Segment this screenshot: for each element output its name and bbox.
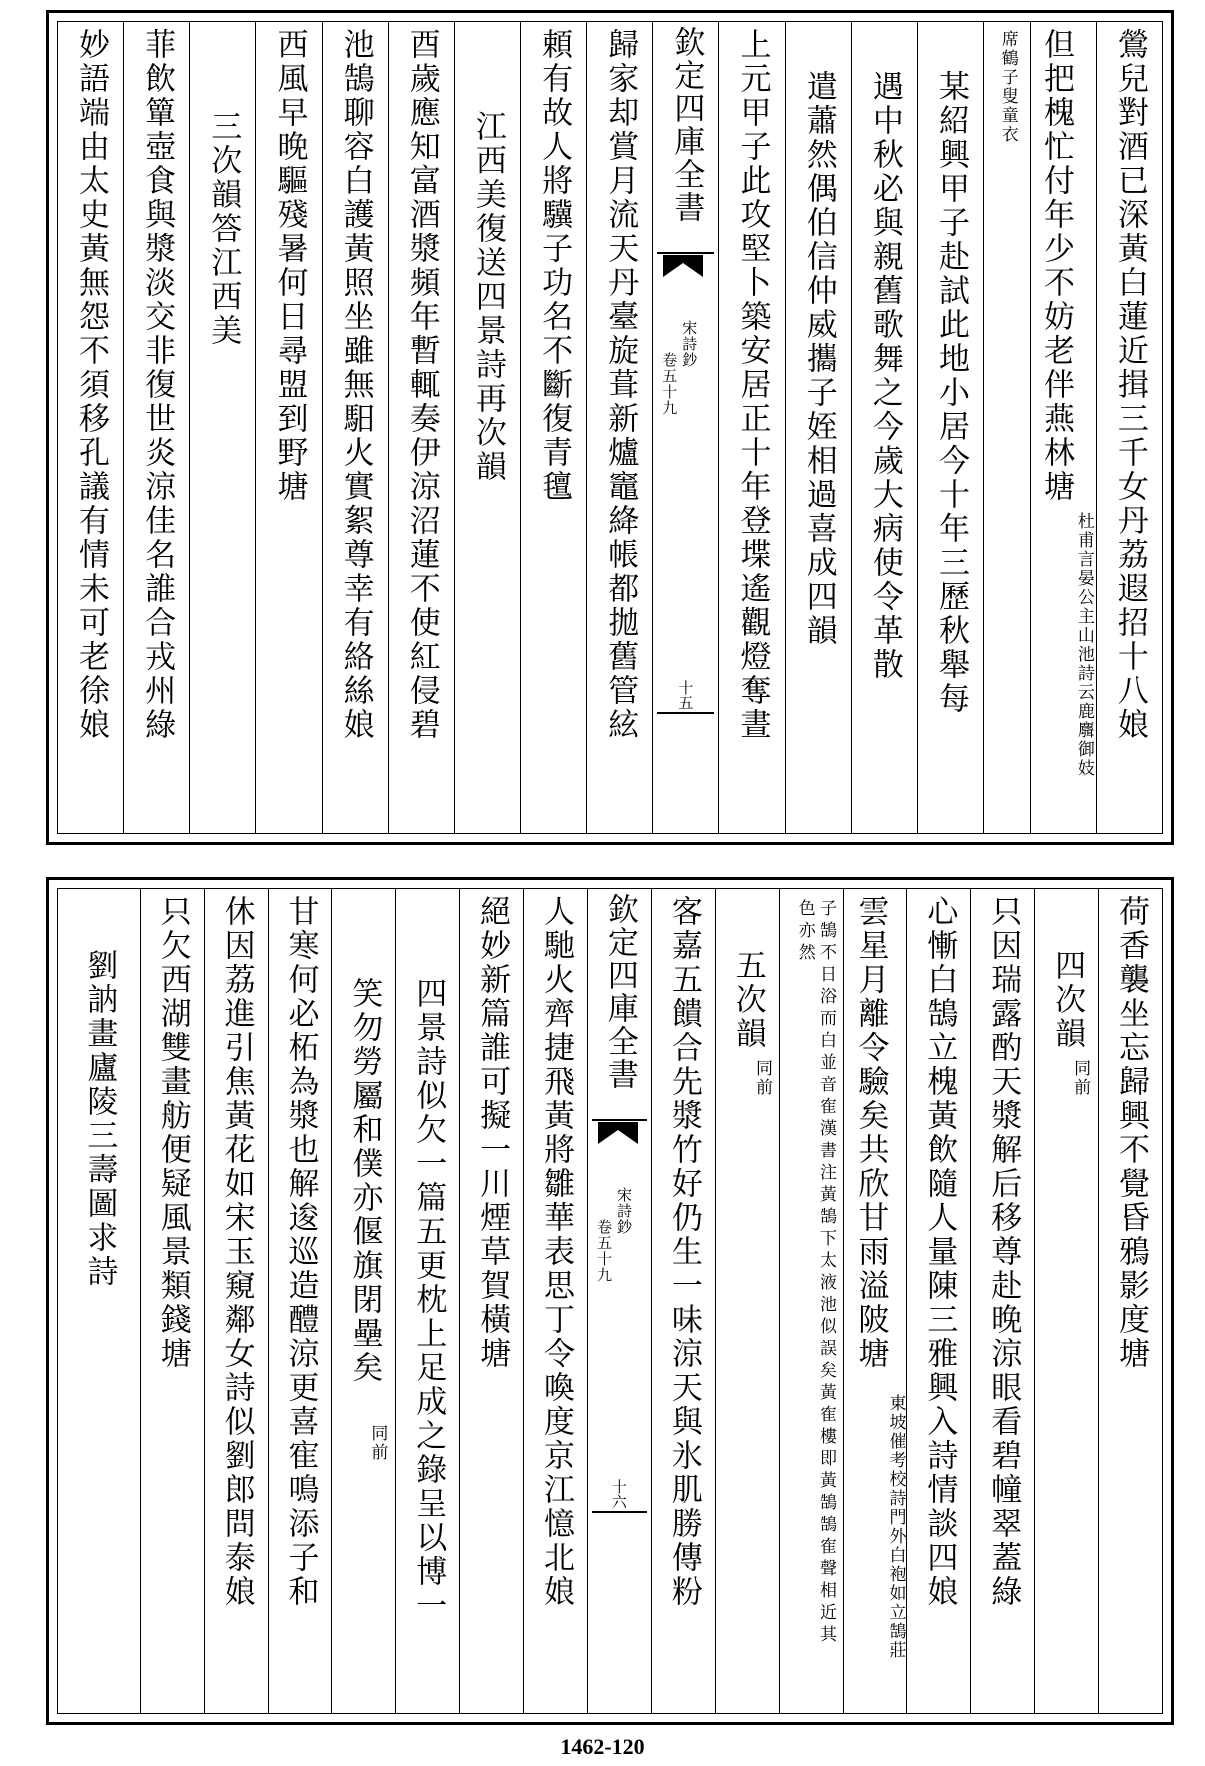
poem-line: 休因荔進引焦黃花如宋玉窺鄰女詩似劉郎問泰娘 — [218, 895, 255, 1609]
fold-divider — [657, 712, 714, 714]
text-column — [454, 22, 520, 833]
text-column — [140, 889, 204, 1713]
poem-line: 只因瑞露酌天漿解后移尊赴晚涼眼看碧幢翠蓋綠 — [985, 895, 1022, 1609]
poem-line: 妙語端由太史黃無怨不須移孔議有情未可老徐娘 — [72, 28, 109, 742]
poem-line: 只欠西湖雙畫舫便疑風景類錢塘 — [154, 895, 191, 1371]
poem-line: 但把槐忙付年少不妨老伴燕林塘 — [1037, 28, 1074, 504]
text-column — [255, 22, 321, 833]
text-column — [189, 22, 255, 833]
fold-column — [587, 889, 651, 1713]
text-column — [395, 889, 459, 1713]
text-column — [58, 22, 123, 833]
bottom-page — [46, 877, 1174, 1725]
same-as-before-tag: 同前 — [367, 1424, 388, 1462]
heading-line: 笑勿勞屬和僕亦偃旗閉壘矣 — [346, 977, 383, 1385]
poem-line: 人馳火齊捷飛黃將雛華表思丁令喚度京江憶北娘 — [538, 895, 575, 1609]
poem-line: 頼有故人將驥子功名不斷復青氊 — [536, 28, 573, 504]
page-number-label: 十五 — [676, 680, 695, 710]
text-column — [1030, 22, 1096, 833]
same-as-before-tag: 同前 — [1070, 1059, 1091, 1097]
text-column — [388, 22, 454, 833]
volume-label: 卷五十九 — [660, 352, 679, 416]
poem-line: 西風早晚驅殘暑何日尋盟到野塘 — [271, 28, 308, 504]
text-column — [331, 889, 395, 1713]
text-column — [851, 22, 917, 833]
poem-line: 菲飲簞壺食與漿淡交非復世炎涼佳名誰合戎州綠 — [139, 28, 176, 742]
text-column — [1034, 889, 1098, 1713]
bottom-columns — [58, 889, 1162, 1713]
text-column — [785, 22, 851, 833]
poem-line: 絕妙新篇誰可擬一川煙草賀橫塘 — [474, 895, 511, 1371]
top-page-frame — [57, 21, 1163, 834]
poem-line: 池鵠聊容白護黃照坐雖無馹火實絮尊幸有絡絲娘 — [337, 28, 374, 742]
heading-line: 遣蕭然偶伯信仲威攜子姪相過喜成四韻 — [800, 70, 837, 648]
text-column — [843, 889, 907, 1713]
text-column — [322, 22, 388, 833]
bottom-page-frame — [57, 888, 1163, 1714]
book-title: 宋詩鈔 — [614, 1187, 633, 1235]
heading-line: 三次韻答江西美 — [205, 110, 242, 348]
text-column — [906, 889, 970, 1713]
fold-title: 欽定四庫全書 — [601, 893, 638, 1091]
annotation-note: 子鵠不日浴而白並音隺漢書注黃鵠下太液池似誤矣黃隺樓即黃鵠鵠隺聲相近其色亦然 — [794, 899, 836, 1647]
annotation-note: 席鶴子叟童衣 — [997, 30, 1018, 144]
text-column — [204, 889, 268, 1713]
annotation-note: 杜甫言晏公主山池詩云鹿麛御妓 — [1073, 512, 1094, 778]
poem-line: 甘寒何必柘為漿也解逡巡造醴涼更喜寉鳴添子和 — [282, 895, 319, 1609]
heading-line: 五次韻 — [729, 949, 766, 1051]
text-column — [779, 889, 843, 1713]
text-column — [523, 889, 587, 1713]
text-column — [983, 22, 1030, 833]
volume-label: 卷五十九 — [594, 1219, 613, 1283]
text-column — [970, 889, 1034, 1713]
heading-line: 遇中秋必與親舊歌舞之今歲大病使令革散 — [866, 70, 903, 682]
text-column — [268, 889, 332, 1713]
poem-line: 客嘉五饋合先漿竹好仍生一味涼天與氷肌勝傳粉 — [665, 895, 702, 1609]
fish-tail-mark — [663, 255, 703, 277]
heading-line: 江西美復送四景詩再次韻 — [469, 110, 506, 484]
text-column — [459, 889, 523, 1713]
fold-divider — [657, 252, 714, 254]
text-column — [586, 22, 652, 833]
annotation-note: 東坡催考校詩門外白袍如立鵠莊 — [885, 1394, 906, 1660]
heading-line: 四景詩似欠一篇五更枕上足成之錄呈以博一 — [410, 977, 447, 1623]
text-column — [58, 889, 140, 1713]
poem-line: 雲星月離令驗矣共欣甘雨溢陂塘 — [852, 895, 889, 1371]
top-columns — [58, 22, 1162, 833]
text-column — [651, 889, 715, 1713]
text-column — [718, 22, 784, 833]
heading-line: 四次韻 — [1049, 949, 1086, 1051]
fold-column — [652, 22, 718, 833]
fish-tail-mark — [598, 1122, 638, 1144]
poem-line: 上元甲子此攻堅卜築安居正十年登堞遙觀燈奪晝 — [734, 28, 771, 742]
poem-line: 鶯兒對酒已深黃白蓮近揖三千女丹荔遐招十八娘 — [1111, 28, 1148, 742]
top-page — [46, 10, 1174, 845]
poem-line: 歸家却賞月流天丹臺旋葺新爐竈絳帳都拋舊管絃 — [602, 28, 639, 742]
heading-line: 某紹興甲子赴試此地小居今十年三歷秋舉每 — [933, 70, 969, 716]
poem-line: 荷香襲坐忘歸興不覺昏鴉影度塘 — [1113, 895, 1150, 1371]
book-title: 宋詩鈔 — [680, 320, 699, 368]
text-column — [1098, 889, 1162, 1713]
text-column — [520, 22, 586, 833]
page-number-footer: 1462-120 — [560, 1734, 645, 1759]
fold-divider — [592, 1119, 647, 1121]
text-column — [917, 22, 983, 833]
text-column — [1096, 22, 1162, 833]
poem-line: 酉歲應知富酒漿頻年暫輒奏伊涼沼蓮不使紅侵碧 — [403, 28, 440, 742]
fold-divider — [592, 1511, 647, 1513]
fold-title: 欽定四庫全書 — [668, 26, 705, 224]
same-as-before-tag: 同前 — [751, 1059, 772, 1097]
text-column — [123, 22, 189, 833]
heading-line: 劉訥畫廬陵三壽圖求詩 — [81, 949, 118, 1289]
text-column — [715, 889, 779, 1713]
page-number-label: 十六 — [609, 1479, 628, 1509]
poem-line: 心慚白鵠立槐黃飲隨人量陳三雅興入詩情談四娘 — [921, 895, 958, 1609]
